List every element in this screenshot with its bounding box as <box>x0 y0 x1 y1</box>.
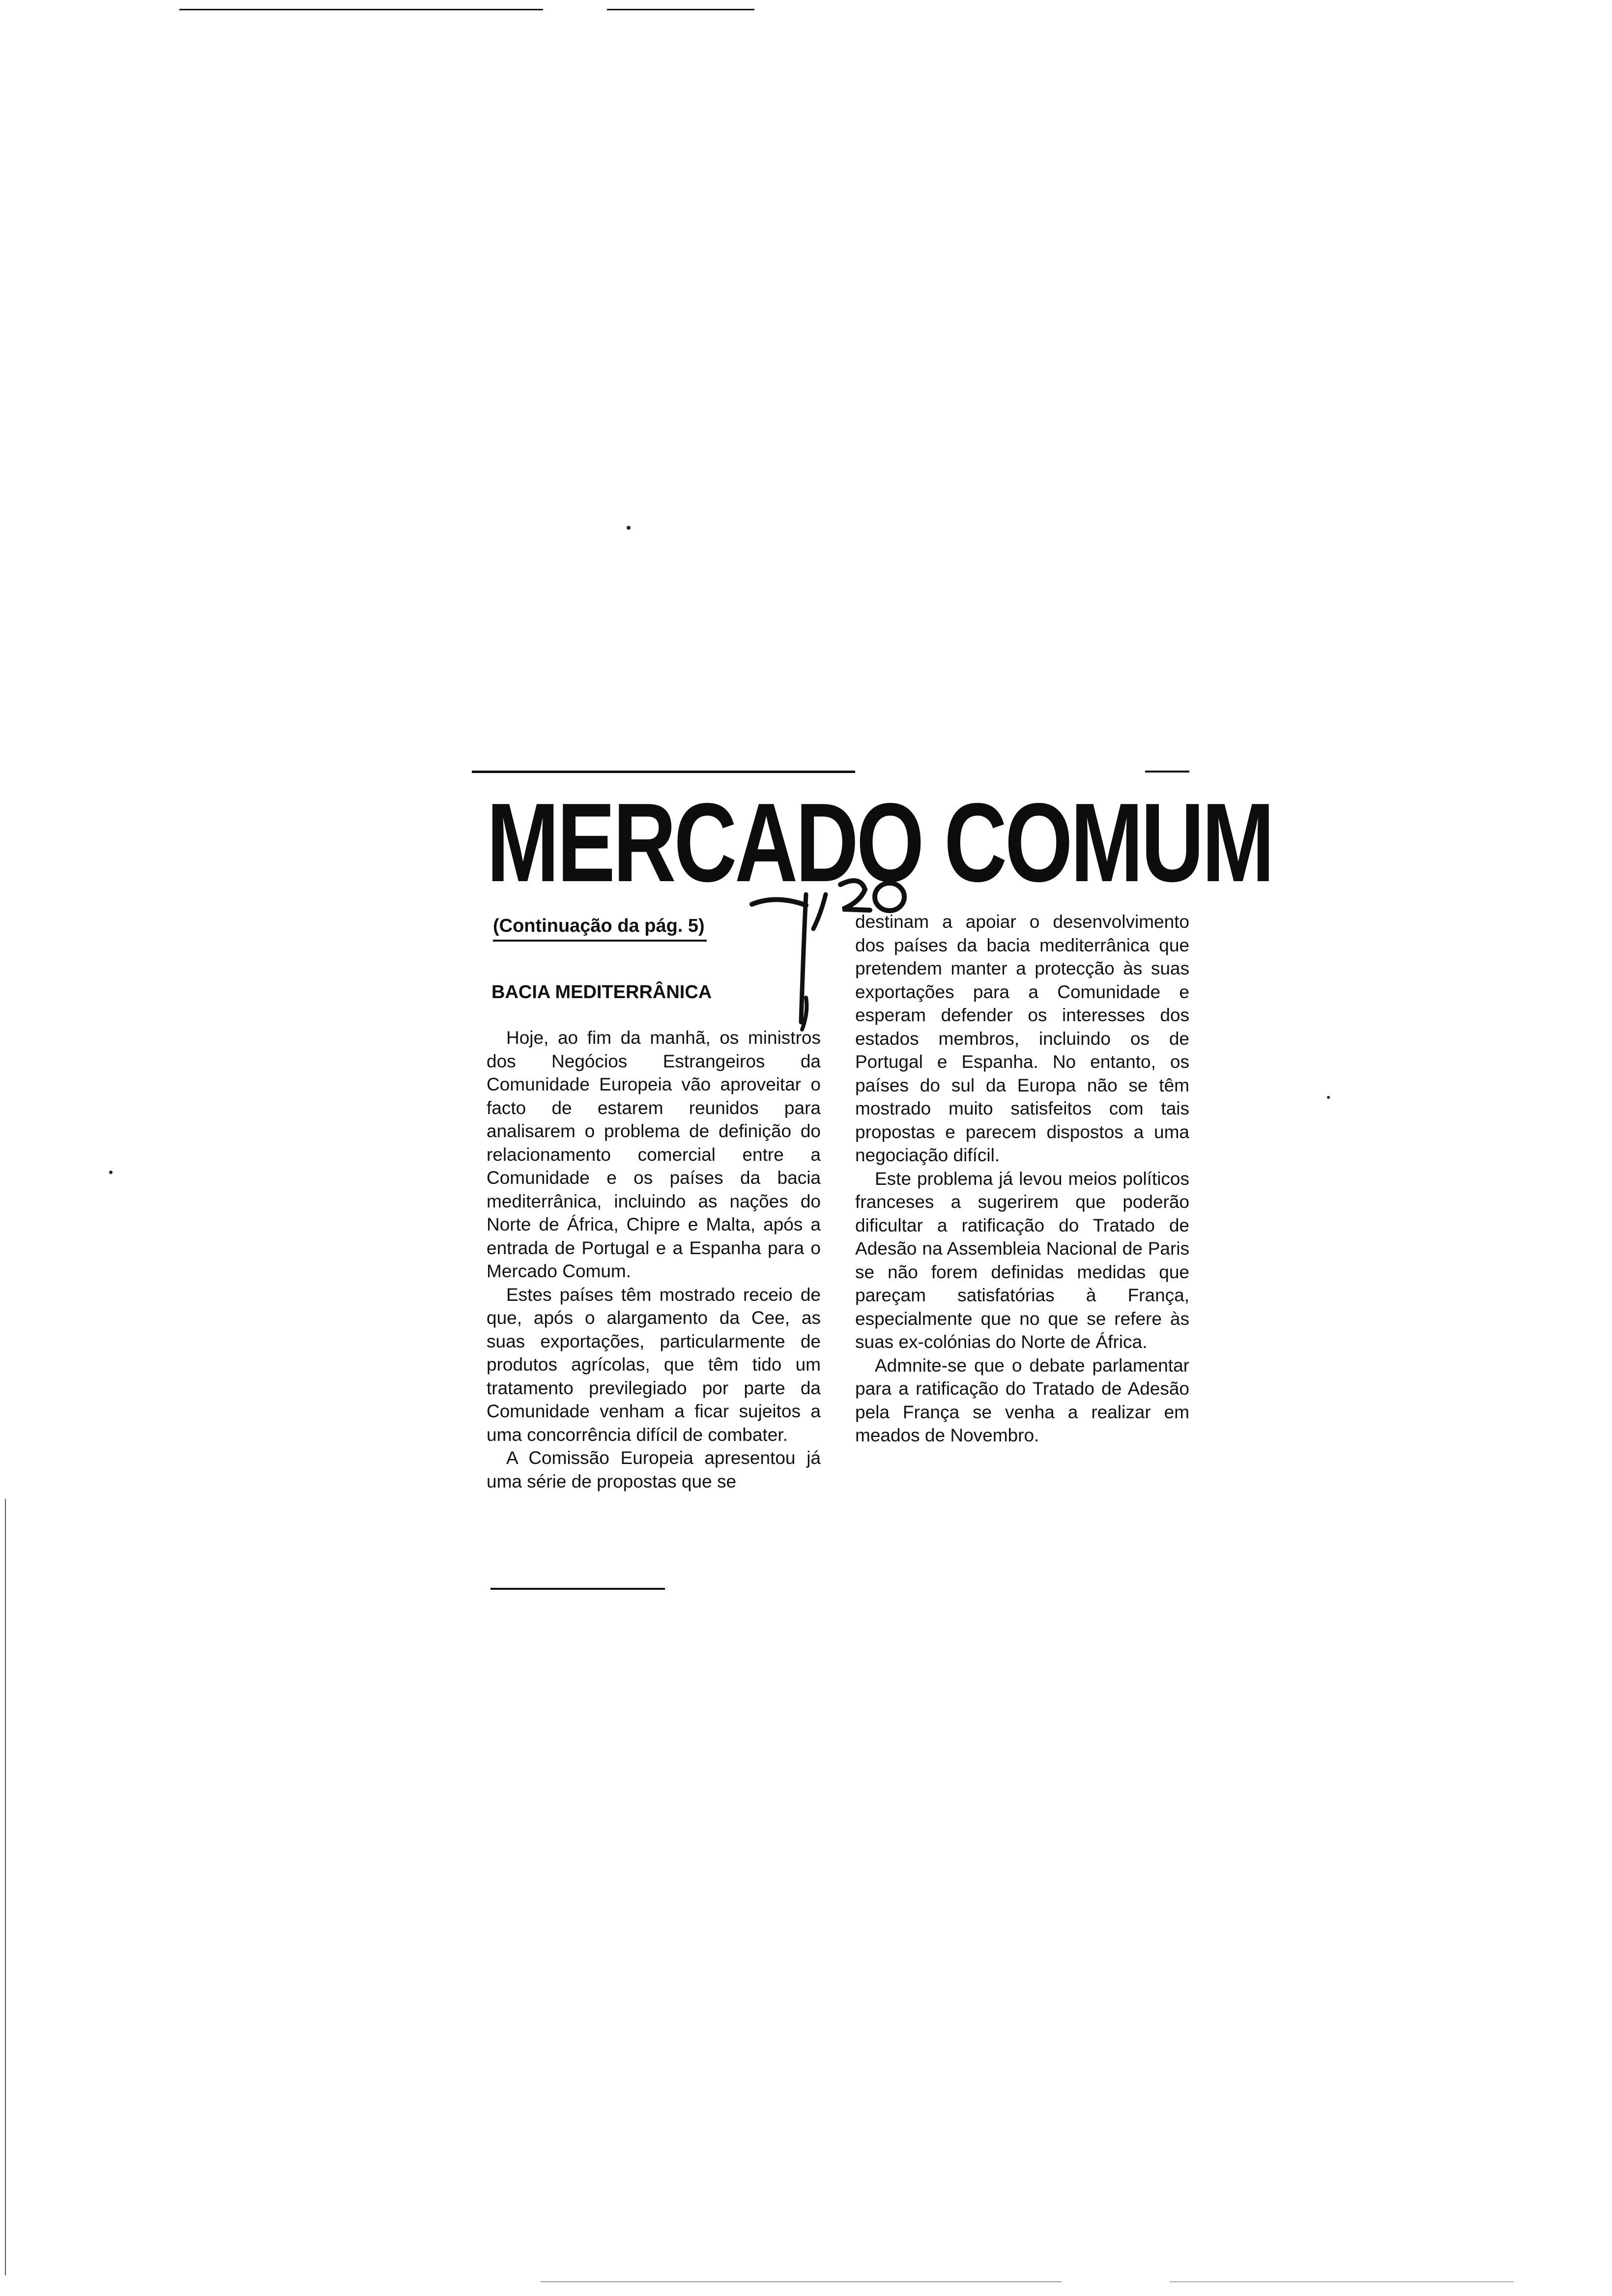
headline-top-rule <box>472 771 855 773</box>
section-heading: BACIA MEDITERRÂNICA <box>491 982 712 1003</box>
scan-speck <box>627 526 631 530</box>
scan-speck <box>109 1171 113 1174</box>
article-column-left <box>487 1026 821 1493</box>
continuation-note: (Continuação da pág. 5) <box>493 916 705 936</box>
article-headline: MERCADO COMUM <box>487 780 1272 905</box>
paragraph: Este problema já levou meios políticos franceses a sugerirem que poderão dificultar a ratificação do Tratado de Adesão na Assembleia Nacional de Paris se não forem definidas medidas que pareçam satisfatórias à França, especialmente que no que se refere às suas ex-colónias do Norte de África. <box>855 1168 1189 1352</box>
paragraph: destinam a apoiar o desenvolvimento dos países da bacia mediterrânica que pretendem manter a protecção às suas exportações para a Comunidade e esperam defender os interesses dos estados membros, incluindo os de Portugal e Espanha. No entanto, os países do sul da Europa não se têm mostrado muito satisfeitos com tais propostas e parecem dispostos a uma negociação difícil. <box>855 912 1189 1165</box>
scan-speck <box>1327 1096 1330 1099</box>
paragraph: Hoje, ao fim da manhã, os ministros dos Negócios Estrangeiros da Comunidade Europeia vão aproveitar o facto de estarem reunidos para analisarem o problema de definição do relacionamento comercial entre a Comunidade e os países da bacia mediterrânica, incluindo as nações do Norte de África, Chipre e Malta, após a entrada de Portugal e a Espanha para o Mercado Comum. <box>487 1028 821 1281</box>
paragraph: Admnite-se que o debate parlamentar para a ratificação do Tratado de Adesão pela França se venha a realizar em meados de Novembro. <box>855 1355 1189 1445</box>
headline-top-rule-right <box>1145 771 1189 773</box>
top-rule-left <box>179 9 543 10</box>
top-rule-right <box>607 9 754 10</box>
article-bottom-rule <box>490 1588 665 1590</box>
left-margin-scan-line <box>5 1499 6 2275</box>
paragraph: A Comissão Europeia apresentou já uma série de propostas que se <box>487 1448 821 1492</box>
continuation-underline <box>493 940 707 942</box>
bottom-scan-speckle <box>541 2281 1062 2282</box>
bottom-scan-speckle <box>1170 2281 1514 2282</box>
paragraph: Estes países têm mostrado receio de que, após o alargamento da Cee, as suas exportações, particularmente de produtos agrícolas, que têm tido um tratamento previlegiado por parte da Comunidade venham a ficar sujeitos a uma concorrência difícil de combater. <box>487 1284 821 1445</box>
handwritten-page-mark <box>747 875 934 1037</box>
